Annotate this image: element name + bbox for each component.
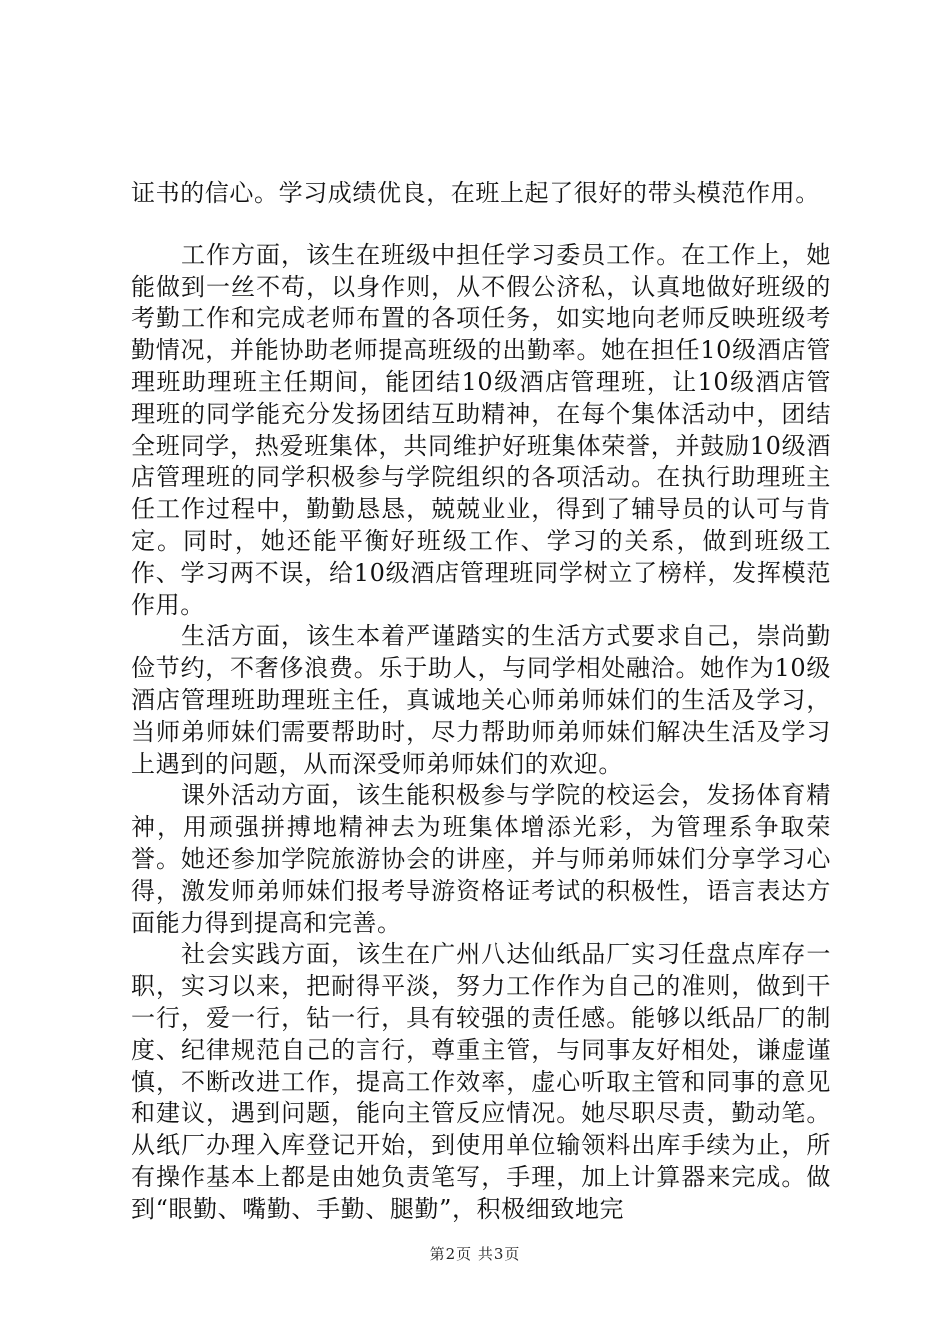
paragraph-gap <box>131 210 831 240</box>
paragraph-work: 工作方面，该生在班级中担任学习委员工作。在工作上，她能做到一丝不苟，以身作则，从不假公济私，认真地做好班级的考勤工作和完成老师布置的各项任务，如实地向老师反映班级考勤情况，并能协助老师提高班级的出勤率。她在担任10级酒店管理班助理班主任期间，能团结10级酒店管理班，让10级酒店管理班的同学能充分发扬团结互助精神，在每个集体活动中，团结全班同学，热爱班集体，共同维护好班集体荣誉，并鼓励10级酒店管理班的同学积极参与学院组织的各项活动。在执行助理班主任工作过程中，勤勤恳恳，兢兢业业，得到了辅导员的认可与肯定。同时，她还能平衡好班级工作、学习的关系，做到班级工作、学习两不误，给10级酒店管理班同学树立了榜样，发挥模范作用。 <box>131 240 831 619</box>
paragraph-social-practice: 社会实践方面，该生在广州八达仙纸品厂实习任盘点库存一职，实习以来，把耐得平淡，努力工作作为自己的准则，做到干一行，爱一行，钻一行，具有较强的责任感。能够以纸品厂的制度、纪律规范自己的言行，尊重主管，与同事友好相处，谦虚谨慎，不断改进工作，提高工作效率，虚心听取主管和同事的意见和建议，遇到问题，能向主管反应情况。她尽职尽责，勤动笔。从纸厂办理入库登记开始，到使用单位输领料出库手续为止，所有操作基本上都是由她负责笔写，手理，加上计算器来完成。做到“眼勤、嘴勤、手勤、腿勤”，积极细致地完 <box>131 940 831 1223</box>
paragraph-life: 生活方面，该生本着严谨踏实的生活方式要求自己，崇尚勤俭节约，不奢侈浪费。乐于助人，与同学相处融洽。她作为10级酒店管理班助理班主任，真诚地关心师弟师妹们的生活及学习，当师弟师妹们需要帮助时，尽力帮助师弟师妹们解决生活及学习上遇到的问题，从而深受师弟师妹们的欢迎。 <box>131 622 831 778</box>
page-footer: 第2页 共3页 <box>429 1245 521 1263</box>
paragraph-continuation: 证书的信心。学习成绩优良，在班上起了很好的带头模范作用。 <box>131 179 820 207</box>
document-body <box>131 178 831 1226</box>
paragraph-extracurricular: 课外活动方面，该生能积极参与学院的校运会，发扬体育精神，用顽强拼搏地精神去为班集体增添光彩，为管理系争取荣誉。她还参加学院旅游协会的讲座，并与师弟师妹们分享学习心得，激发师弟师妹们报考导游资格证考试的积极性，语言表达方面能力得到提高和完善。 <box>131 781 831 937</box>
